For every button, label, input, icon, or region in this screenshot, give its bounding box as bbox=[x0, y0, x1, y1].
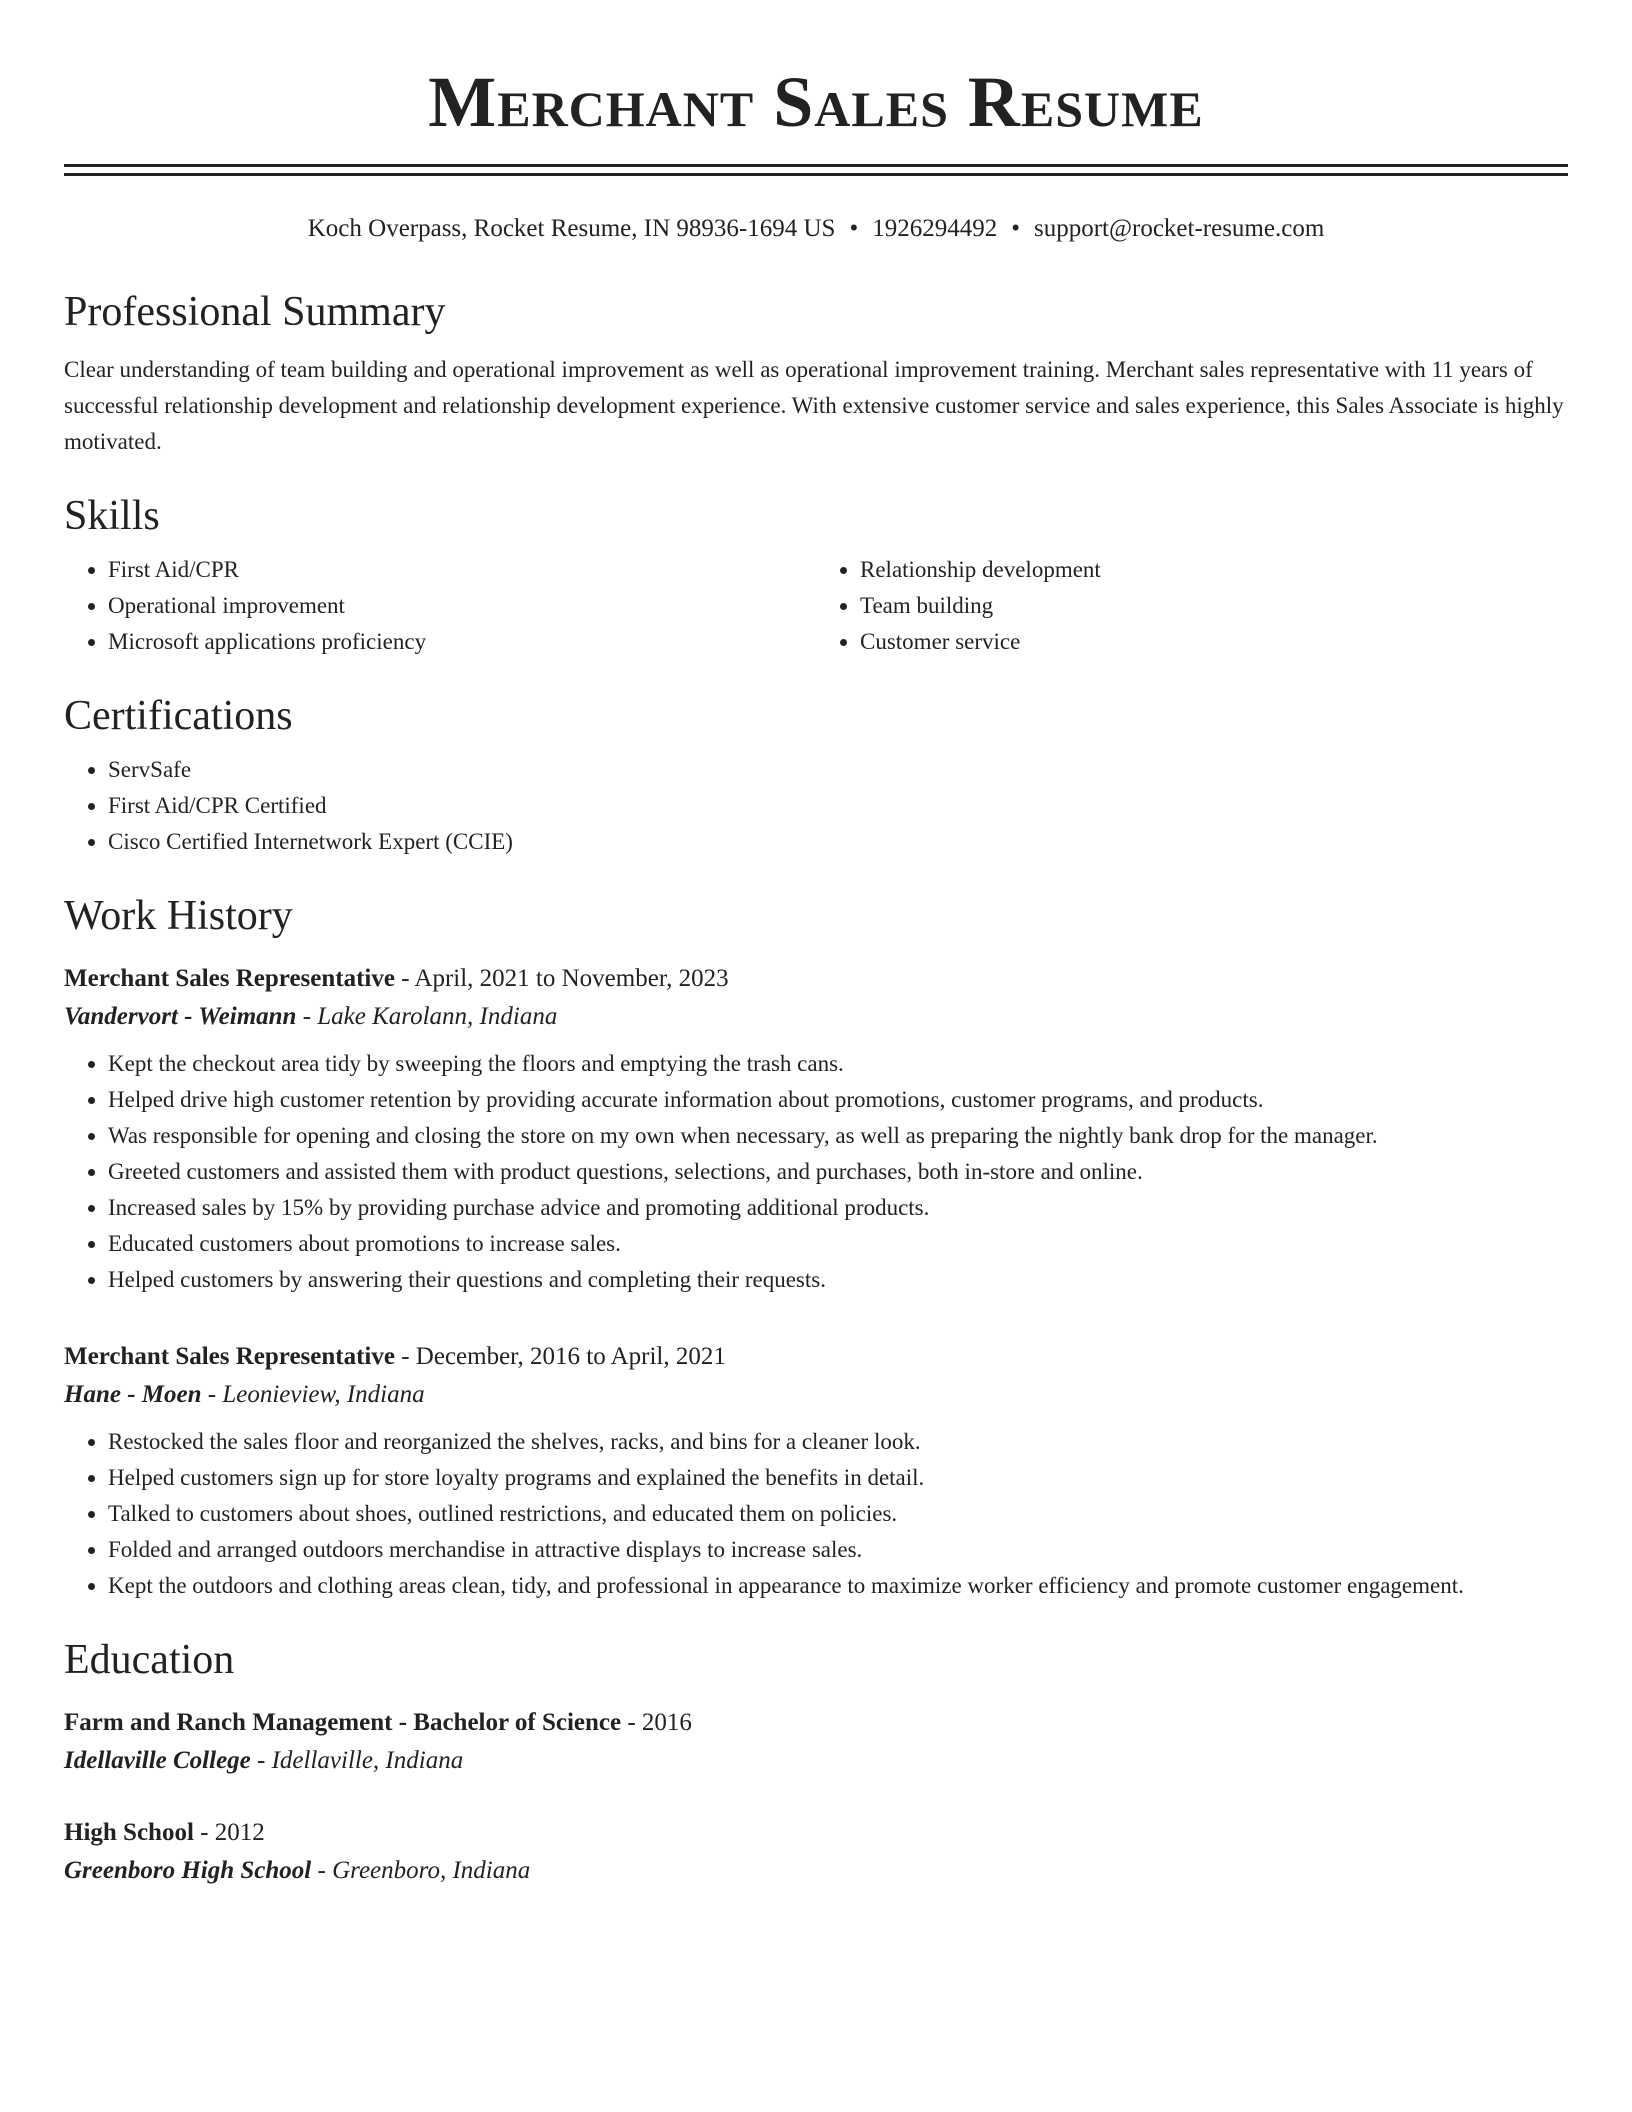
skill-item: • Team building bbox=[860, 588, 1568, 624]
contact-line bbox=[64, 212, 1568, 246]
skills-list bbox=[64, 552, 1568, 660]
certifications-list bbox=[64, 752, 1568, 860]
education-location: - Greenboro, Indiana bbox=[311, 1857, 531, 1884]
education-school-line bbox=[64, 1742, 1568, 1780]
contact-phone: 1926294492 bbox=[872, 215, 998, 242]
job-company-line bbox=[64, 1376, 1568, 1414]
job-bullet: • Folded and arranged outdoors merchandise in attractive displays to increase sales. bbox=[108, 1532, 1568, 1568]
education-heading: Education bbox=[64, 1637, 235, 1683]
job-title: Merchant Sales Representative bbox=[64, 965, 395, 992]
job-company: Hane - Moen bbox=[64, 1381, 202, 1408]
education-year: - 2016 bbox=[621, 1709, 692, 1736]
work-history-heading: Work History bbox=[64, 893, 293, 939]
job-entry bbox=[64, 960, 1568, 1298]
education-school-line bbox=[64, 1852, 1568, 1890]
resume-title: Merchant Sales Resume bbox=[428, 62, 1204, 142]
certification-item: • First Aid/CPR Certified bbox=[108, 788, 1568, 824]
job-bullet: • Kept the checkout area tidy by sweeping the floors and emptying the trash cans. bbox=[108, 1046, 1568, 1082]
job-entry bbox=[64, 1338, 1568, 1604]
job-bullet: • Kept the outdoors and clothing areas clean, tidy, and professional in appearance to maximize worker efficiency and promote customer engagement. bbox=[108, 1568, 1568, 1604]
job-bullet: • Greeted customers and assisted them with product questions, selections, and purchases, both in-store and online. bbox=[108, 1154, 1568, 1190]
job-company-line bbox=[64, 998, 1568, 1036]
skill-item: • Relationship development bbox=[860, 552, 1568, 588]
skill-item: • Operational improvement bbox=[108, 588, 816, 624]
job-company: Vandervort - Weimann bbox=[64, 1003, 297, 1030]
education-school: Greenboro High School bbox=[64, 1857, 312, 1884]
job-bullet: • Restocked the sales floor and reorganized the shelves, racks, and bins for a cleaner look. bbox=[108, 1424, 1568, 1460]
contact-separator: • bbox=[1011, 215, 1020, 242]
job-dates: - April, 2021 to November, 2023 bbox=[394, 965, 729, 992]
job-bullet: • Helped customers sign up for store loyalty programs and explained the benefits in detail. bbox=[108, 1460, 1568, 1496]
job-location: - Leonieview, Indiana bbox=[201, 1381, 425, 1408]
education-degree-line bbox=[64, 1704, 1568, 1742]
skills-heading: Skills bbox=[64, 493, 160, 539]
job-bullet: • Educated customers about promotions to increase sales. bbox=[108, 1226, 1568, 1262]
skills-column-right bbox=[816, 552, 1568, 660]
title-divider-top bbox=[64, 164, 1568, 167]
certification-item: • ServSafe bbox=[108, 752, 1568, 788]
job-bullets bbox=[64, 1046, 1568, 1298]
contact-separator: • bbox=[849, 215, 859, 242]
education-entry bbox=[64, 1704, 1568, 1780]
education-year: - 2012 bbox=[193, 1819, 265, 1846]
summary-text: Clear understanding of team building and operational improvement as well as operational improvement training. Merchant sales representative with 11 years of successful relationship development and relationship development experience. With extensive customer service and sales experience, this Sales Associate is highly motivated. bbox=[64, 357, 1564, 454]
job-bullet: • Increased sales by 15% by providing purchase advice and promoting additional products. bbox=[108, 1190, 1568, 1226]
education-degree-line bbox=[64, 1814, 1568, 1852]
title-divider-bottom bbox=[64, 173, 1568, 176]
education-degree: High School bbox=[64, 1819, 194, 1846]
summary-heading: Professional Summary bbox=[64, 289, 446, 335]
job-bullets bbox=[64, 1424, 1568, 1604]
skill-item: • Customer service bbox=[860, 624, 1568, 660]
job-bullet: • Talked to customers about shoes, outlined restrictions, and educated them on policies. bbox=[108, 1496, 1568, 1532]
skill-item: • First Aid/CPR bbox=[108, 552, 816, 588]
job-bullet: • Helped drive high customer retention by providing accurate information about promotions, customer programs, and products. bbox=[108, 1082, 1568, 1118]
certification-item: • Cisco Certified Internetwork Expert (CCIE) bbox=[108, 824, 1568, 860]
education-entry bbox=[64, 1814, 1568, 1890]
education-degree: Farm and Ranch Management - Bachelor of Science bbox=[64, 1709, 622, 1736]
skill-item: • Microsoft applications proficiency bbox=[108, 624, 816, 660]
education-school: Idellaville College bbox=[64, 1747, 251, 1774]
job-title-line bbox=[64, 960, 1568, 998]
job-bullet: • Helped customers by answering their questions and completing their requests. bbox=[108, 1262, 1568, 1298]
certifications-heading: Certifications bbox=[64, 693, 293, 739]
job-title-line bbox=[64, 1338, 1568, 1376]
contact-address: Koch Overpass, Rocket Resume, IN 98936-1694 US bbox=[307, 215, 836, 242]
education-location: - Idellaville, Indiana bbox=[250, 1747, 464, 1774]
job-bullet: • Was responsible for opening and closing the store on my own when necessary, as well as preparing the nightly bank drop for the manager. bbox=[108, 1118, 1568, 1154]
contact-email: support@rocket-resume.com bbox=[1033, 215, 1325, 242]
job-dates: - December, 2016 to April, 2021 bbox=[394, 1343, 726, 1370]
skills-column-left bbox=[64, 552, 816, 660]
job-location: - Lake Karolann, Indiana bbox=[296, 1003, 558, 1030]
job-title: Merchant Sales Representative bbox=[64, 1343, 395, 1370]
